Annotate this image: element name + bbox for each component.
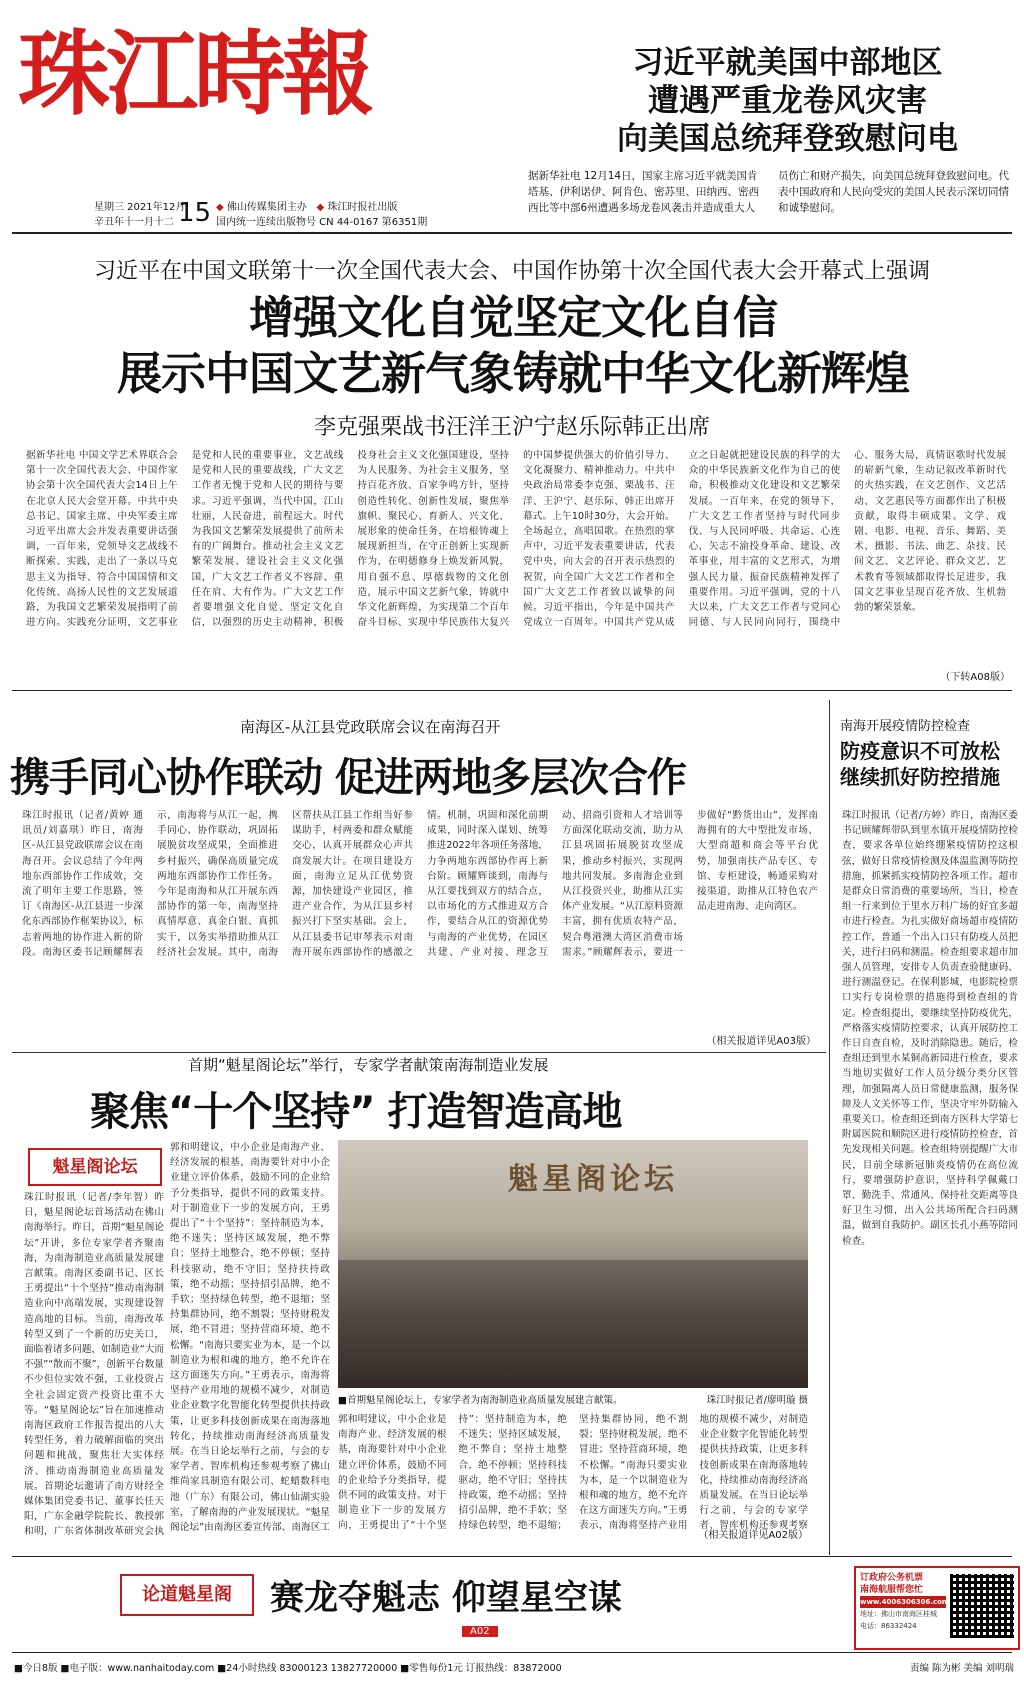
footer-info: ■今日8版 ■电子版：www.nanhaitoday.com ■24小时热线 83000123 13827720000 ■零售每份1元 订报热线：83872000 (14, 1663, 562, 1674)
story3-kicker: 首期“魁星阁论坛”举行，专家学者献策南海制造业发展 (188, 1056, 549, 1074)
masthead-title: 珠江時報 (18, 20, 371, 128)
column-divider (829, 700, 830, 1555)
photo-caption: ■首期魁星阁论坛上，专家学者为南海制造业高质量发展建言献策。 (338, 1395, 623, 1406)
cn-number: 国内统一连续出版物号 CN 44-0167 第6351期 (216, 217, 428, 228)
story3-body-left: 珠江时报讯（记者/李年智）昨日，魁星阁论坛首场活动在佛山南海举行。昨日，首期“魁星阁论坛”开讲，多位专家学者齐聚南海，为南海制造业高质量发展建言献策。南海区委副书记、区长王勇提出“十个坚持”推动南海制造业向中高端发展，实现建设智造高地的目标。当前，南海改革转型又到了一个新的历史关口，面临着诸多问题，如制造业“大而不强”“散而不聚”，创新平台数量不少但位实效不强，工业投资占全社会固定资产投资比重不大等。“魁星阁论坛”旨在加速推动南海区政府工作报告提出的八大转型任务，着力破解面临的突出问题和挑战，聚焦壮大实体经济、推动南海制造业高质量发展。首期论坛邀请了南方财经全媒体集团党委书记、董事长任天阳，广东金融学院院长、教授郭和明，广东省体制改革研究会执 (24, 1192, 164, 1538)
story3-body-right: 郭和明建议，中小企业是南海产业、经济发展的根基，南海要针对中小企业建立评价体系，鼓励不同的企业给予分类指导，提供不同的政策支持。对于制造业下一步的发展方向，王勇提出了“十个坚持”：坚持制造为本，绝不迷失；坚持区域发展，绝不弊自；坚持土地整合，绝不停顿；坚持科技驱动，绝不守旧；坚持扶持政策，绝不动摇；坚持招引品牌，绝不手软；坚持绿色转型，绝不退缩；坚持集群协同，绝不割裂；坚持财税发展，绝不冒进；坚持营商环境，绝不松懈。“南海只要实业为本，是一个以制造业为根和魂的地方，绝不允许在这方面迷失方向。”王勇表示，南海将坚持产业用地的规模不减少，对制造业企业数字化智能化转型提供扶持政策，让更多科技创新成果在南海落地转化，持续推动南海经济高质量发展。在当日论坛举行之前，与会的专家学者、智库机构还参观考察 (338, 1414, 808, 1532)
press-logo: ◆ (316, 202, 325, 213)
section-divider-2 (12, 1052, 826, 1053)
footer-divider (12, 1652, 1012, 1653)
lead-kicker: 习近平在中国文联第十一次全国代表大会、中国作协第十次全国代表大会开幕式上强调 (93, 259, 930, 284)
ticket-ad[interactable]: 订政府公务机票 南海航服帮您忙 www.4006306306.com 地址：佛山市南海区桂城 电话：86332424 (854, 1566, 1020, 1650)
photo-stage (338, 1260, 808, 1388)
top-story-headline[interactable]: 习近平就美国中部地区 遭遇严重龙卷风灾害 向美国总统拜登致慰问电 (617, 45, 958, 157)
section-divider-3 (12, 1556, 1012, 1557)
publisher-info: ◆ 佛山传媒集团主办 ◆ 珠江时报社出版 国内统一连续出版物号 CN 44-0167 第6351期 (216, 202, 428, 228)
section-divider-1 (12, 690, 1012, 691)
story3-body-middle: 郭和明建议，中小企业是南海产业、经济发展的根基，南海要针对中小企业建立评价体系，鼓励不同的企业给予分类指导，提供不同的政策支持。对于制造业下一步的发展方向，王勇提出了“十个坚持”：坚持制造为本，绝不迷失；坚持区域发展，绝不弊自；坚持土地整合，绝不停顿；坚持科技驱动，绝不守旧；坚持扶持政策，绝不动摇；坚持招引品牌，绝不手软；坚持绿色转型，绝不退缩；坚持集群协同，绝不割裂；坚持财税发展，绝不冒进；坚持营商环境，绝不松懈。“南海只要实业为本，是一个以制造业为根和魂的地方，绝不允许在这方面迷失方向。”王勇表示，南海将坚持产业用地的规模不减少，对制造业企业数字化智能化转型提供扶持政策，让更多科技创新成果在南海落地转化，持续推动南海经济高质量发展。在当日论坛举行之前，与会的专家学者、智库机构还参观考察了佛山维尚家具制造有限公司、蛇蜡数科电池（广东）有限公司，佛山仙湖实验室，了解南海的产业发展现状。“魁星阁论坛”由南海区委宣传部、南海区工 (170, 1142, 330, 1534)
forum-stamp: 魁星阁论坛 (28, 1148, 162, 1186)
promo-headline[interactable]: 赛龙夺魁志 仰望星空谋 (270, 1578, 622, 1618)
promo-page-ref[interactable]: A02 (462, 1626, 498, 1637)
promo-stamp: 论道魁星阁 (120, 1574, 254, 1616)
lead-body: 据新华社电 中国文学艺术界联合会第十一次全国代表大会、中国作家协会第十次全国代表大会14日上午在北京人民大会堂开幕。中共中央总书记、国家主席、中央军委主席习近平出席大会并发表重要讲话强调，一百年来，党领导文艺战线不断探索、实践，走出了一条以马克思主义为指导、符合中国国情和文化传统、高扬人民性的文艺发展道路，为我国文艺繁荣发展指明了前进方向。实践充分证明，文艺事业是党和人民的重要事业，文艺战线是党和人民的重要战线，广大文艺工作者无愧于党和人民的期待与要求。习近平强调，当代中国，江山壮丽，人民奋进，前程远大。时代为我国文艺繁荣发展提供了前所未有的广阔舞台。推动社会主义文艺繁荣发展、建设社会主义文化强国，广大文艺工作者义不容辞、重任在肩、大有作为。广大文艺工作者要增强文化自觉、坚定文化自信，以强烈的历史主动精神，积极投身社会主义文化强国建设，坚持为人民服务、为社会主义服务，坚持百花齐放、百家争鸣方针，坚持创造性转化、创新性发展，聚焦举旗帜、聚民心、育新人、兴文化、展形象的使命任务，在培根铸魂上展现新担当，在守正创新上实现新作为，在明德修身上焕发新风貌，用自强不息、厚德载物的文化创造，展示中国文艺新气象，铸就中华文化新辉煌，为实现第二个百年奋斗目标、实现中华民族伟大复兴的中国梦提供强大的价值引导力、文化凝聚力、精神推动力。中共中央政治局常委李克强、栗战书、汪洋、王沪宁、赵乐际、韩正出席开幕式。上午10时30分，大会开始。全场起立，高唱国歌。在热烈的掌声中，习近平发表重要讲话，代表党中央，向大会的召开表示热烈的祝贺，向全国广大文艺工作者和全国广大文艺工作者致以诚挚的问候。习近平指出，今年是中国共产党成立一百周年。中国共产党从成立之日起就把建设民族的科学的大众的中华民族新文化作为自己的使命，积极推动文化建设和文艺繁荣发展。一百年来，在党的领导下，广大文艺工作者坚持与时代同步伐、与人民同呼吸、共命运、心连心，矢志不渝投身革命、建设、改革事业，用丰富的文艺形式，为增强人民力量、振奋民族精神发挥了重要作用。习近平强调，党的十八大以来，广大文艺工作者与党同心同德、与人民同向同行，围绕中心、服务大局，真情讴歌时代发展的崭新气象，生动记叙改革新时代的火热实践，在文艺创作、文艺活动、文艺惠民等方面都作出了积极贡献，取得丰硕成果。文学、戏剧、电影、电视、音乐、舞蹈、美术、摄影、书法、曲艺、杂技、民间文艺、文艺评论、群众文艺、艺术教育等领域都取得长足进步，我国文艺事业呈现百花齐放、生机勃勃的繁荣景象。 (26, 450, 1006, 629)
issue-page-number: 15 (178, 198, 212, 228)
story3-headline[interactable]: 聚焦“十个坚持” 打造智造高地 (90, 1089, 622, 1135)
lead-continued: （下转A08版） (940, 672, 1010, 683)
masthead-divider (12, 232, 1012, 234)
story2-body: 珠江时报讯（记者/黄婷 通讯员/刘嘉琪）昨日，南海区-从江县党政联席会议在南海召开。会议总结了今年两地东西部协作工作成效，交流了明年主要工作思路，签订《南海区-从江县进一步深化东西部协作框架协议》，标志着两地的协作进入新的阶段。南海区委书记顾耀辉表示，南海将与从江一起，携手同心、协作联动，巩固拓展脱贫攻坚成果，全面推进乡村振兴，确保高质量完成两地东西部协作工作任务。今年是南海和从江开展东西部协作的第一年，南海坚持真情厚意、真金白银、真抓实干，以务实举措助推从江经济社会发展。其中，南海区帮扶从江县工作组当好参谋助手，村两委和群众赋能交心，认真开展群众心声共商发展大计。在项目建设方面，南海立足从江优势资源，加快建设产业园区，推进产业合作，为从江县乡村振兴打下坚实基础。会上，从江县委书记审琴表示对南海开展东西部协作的感激之情。机制，巩固和深化前期成果，同时深入谋划、统筹推进2022年各项任务落地，力争两地东西部协作再上新台阶。顾耀辉谈到，南海与从江要找到双方的结合点，以市场化的方式推进双方合作，要结合从江的资源优势与南海的产业优势，在园区共建、产业对接、理念互动、招商引资和人才培训等方面深化联动交流，助力从江县巩固拓展脱贫攻坚成果，推动乡村振兴，实现两地共同发展。多南海企业到从江投资兴业，助推从江实体产业发展。“从江原料资源丰富，拥有优质农特产品，契合粤港澳大湾区消费市场需求。”顾耀辉表示，要进一步做好“黔货出山”，发挥南海拥有的大中型批发市场、大型商超和商会等平台优势，加强南扶产品专区、专馆、专柜建设，畅通采购对接渠道，助推从江特色农产品走进南海、走向湾区。 (22, 810, 818, 958)
side-story-body: 珠江时报讯（记者/方婷）昨日，南海区委书记顾耀辉带队到里水镇开展疫情防控检查，要求各单位始终绷紧疫情防控这根弦，做好日常疫情检测及体温监测等防控措施，抓紧抓实疫情防控各项工作。超市是群众日常消费的重要场所，当日，检查组一行来到位于里水万科广场的好宜多超市进行检查。为扎实做好商场超市疫情防控工作，普通一个出入口只有防疫人员把关，进行扫码和测温。检查组要求超市加强人员管理，安排专人负责查验健康码、进行测温登记。在保利影城，电影院检票口实行专岗检票的措施得到检查组的肯定。检查组提出，要继续坚持防疫优先，严格落实疫情防控要求，认真开展防控工作日自查自检，及时消除隐患。随后，检查组还到里水某铜高新园进行检查，要求当地切实做好工作人员分级分类分区管理，加强隔离人员日常健康监测，服务保障及人文关怀等工作，坚决守牢外防输入重要关口。检查组还到南方医科大学第七附属医院和顺院区进行疫情防控检查，首先发现相关问题。检查组特别提醒广大市民，目前全球新冠肺炎疫情仍在高位流行，要增强防护意识，坚持科学佩戴口罩、勤洗手、常通风、保持社交距离等良好卫生习惯，出入公共场所配合扫码测温，做到自我防护。副区长孔小燕等陪同检查。 (842, 810, 1018, 1247)
footer-editors: 责编 陈为彬 美编 刘明瑞 (909, 1663, 1014, 1674)
photo-banner-text: 魁星阁论坛 (508, 1162, 678, 1197)
forum-photo (338, 1140, 808, 1388)
lead-subhead: 李克强栗战书汪洋王沪宁赵乐际韩正出席 (313, 415, 710, 440)
issue-date: 星期三 2021年12月 辛丑年十一月十二 (94, 202, 186, 228)
top-story-body: 据新华社电 12月14日，国家主席习近平就美国肯塔基、伊利诺伊、阿肯色、密苏里、田纳西、密西西比等中部6州遭遇多场龙卷风袭击并造成重大人员伤亡和财产损失，向美国总统拜登致慰问电。代表中国政府和人民向受灾的美国人民表示深切同情和诚挚慰问。 (528, 170, 1009, 214)
story3-continued: （相关报道详见A02版） (698, 1530, 808, 1541)
story2-kicker: 南海区-从江县党政联席会议在南海召开 (240, 718, 501, 736)
photo-credit: 珠江时报记者/廖明璇 摄 (706, 1395, 808, 1406)
qr-code-icon[interactable] (950, 1574, 1014, 1638)
story2-continued: （相关报道详见A03版） (706, 1036, 816, 1047)
side-story-kicker: 南海开展疫情防控检查 (840, 719, 971, 734)
lead-headline[interactable]: 增强文化自觉坚定文化自信 展示中国文艺新气象铸就中华文化新辉煌 (116, 291, 909, 400)
publisher-logo: ◆ (216, 202, 224, 213)
story2-headline[interactable]: 携手同心协作联动 促进两地多层次合作 (10, 755, 686, 801)
side-story-headline[interactable]: 防疫意识不可放松 继续抓好防控措施 (840, 739, 1000, 789)
